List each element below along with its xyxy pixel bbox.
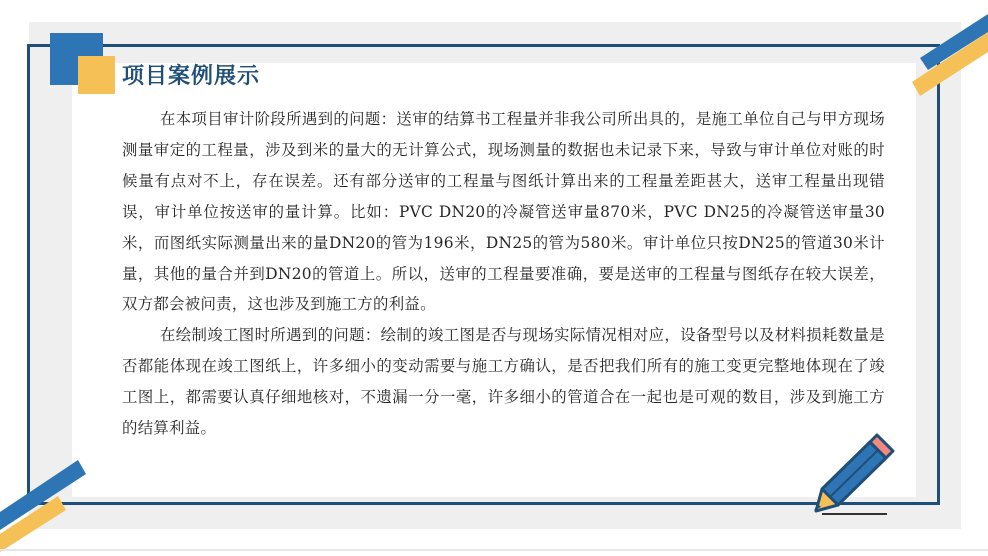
- page-title: 项目案例展示: [122, 64, 261, 89]
- title-accent-yellow: [78, 56, 115, 94]
- paragraph-as-built: 在绘制竣工图时所遇到的问题：绘制的竣工图是否与现场实际情况相对应，设备型号以及材料损耗数量是否都能体现在竣工图纸上，许多细小的变动需要与施工方确认，是否把我们所有的施工变更完整地体现在了竣工图上，都需要认真仔细地核对，不遗漏一分一毫，许多细小的管道合在一起也是可观的数目，涉及到施工方的结算利益。: [122, 326, 885, 438]
- footer-divider: [0, 549, 988, 551]
- body-text: [122, 104, 885, 444]
- paragraph-audit: 在本项目审计阶段所遇到的问题：送审的结算书工程量并非我公司所出具的，是施工单位自己与甲方现场测量审定的工程量，涉及到米的量大的无计算公式，现场测量的数据也未记录下来，导致与审计单位对账的时候量有点对不上，存在误差。还有部分送审的工程量与图纸计算出来的工程量差距甚大，送审工程量出现错误，审计单位按送审的量计算。比如：PVC DN20的冷凝管送审量870米，PVC DN25的冷凝管送审量30米，而图纸实际测量出来的量DN20的管为196米，DN25的管为580米。审计单位只按DN25的管道30米计量，其他的量合并到DN20的管道上。所以，送审的工程量要准确，要是送审的工程量与图纸存在较大误差，双方都会被问责，这也涉及到施工方的利益。: [122, 110, 885, 314]
- pencil-baseline: [822, 513, 887, 515]
- pencil-icon: [814, 435, 893, 511]
